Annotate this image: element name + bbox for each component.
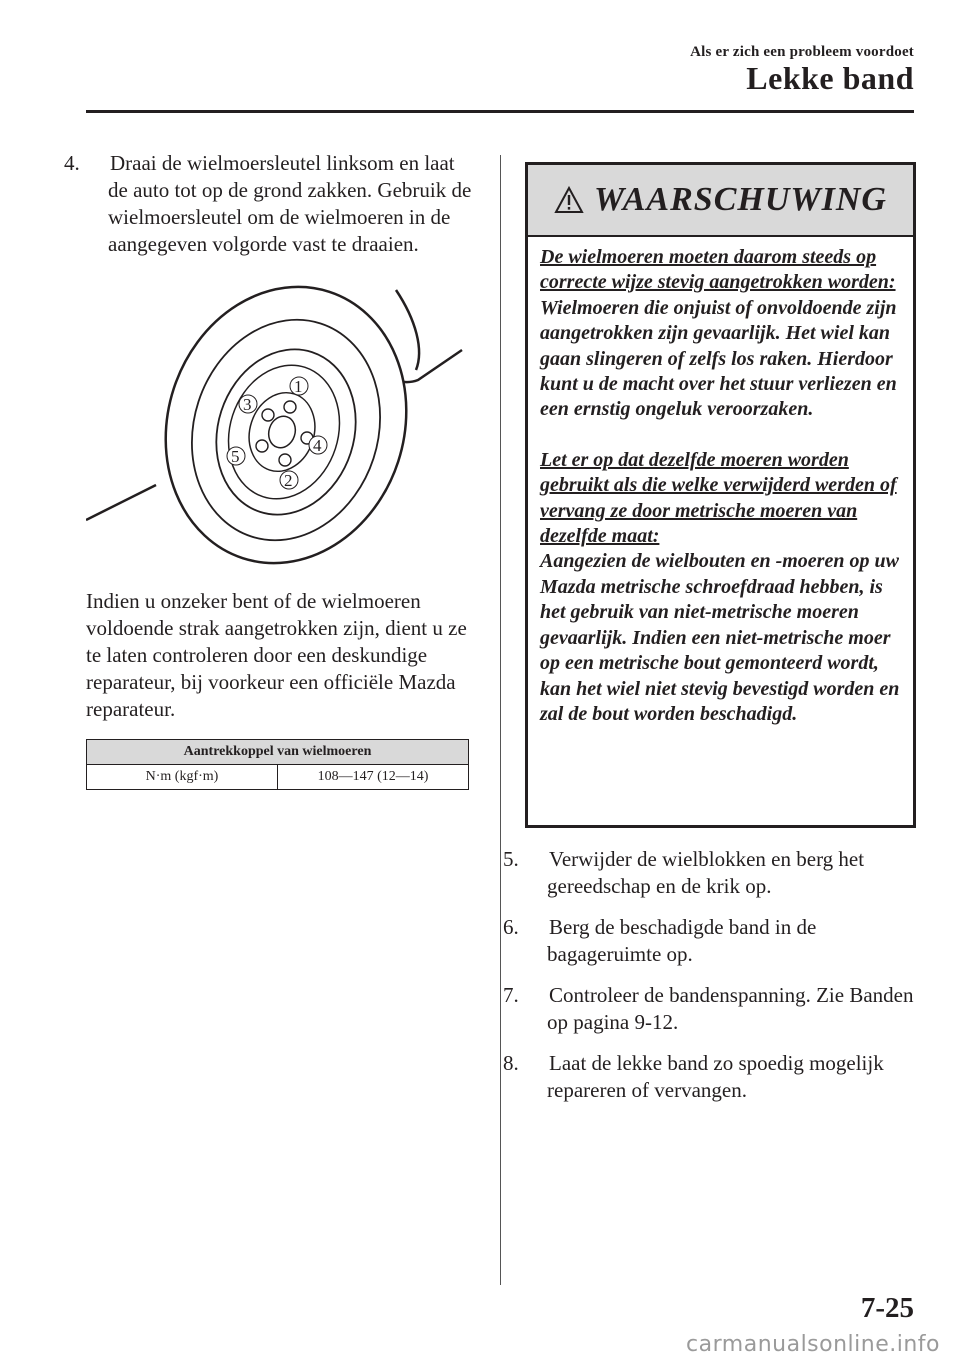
advice-paragraph: Indien u onzeker bent of de wielmoeren voldoende strak aangetrokken zijn, dient u ze te laten controleren door een deskundige reparateur, bij voorkeur een officiële Mazda reparateur.	[86, 589, 467, 721]
wheel-nut-order-illustration	[86, 280, 474, 570]
step-text: Draai de wielmoersleutel linksom en laat de auto tot op de grond zakken. Gebruik de wielmoersleutel om de wielmoeren in de aangegeven volgorde vast te draaien.	[108, 151, 472, 256]
torque-table	[86, 739, 469, 790]
section-title: Als er zich een probleem voordoet	[690, 44, 914, 60]
warning-header	[528, 165, 913, 237]
warning-heading-2: Let er op dat dezelfde moeren worden gebruikt als die welke verwijderd werden of vervang ze door metrische moeren van dezelfde maat:	[540, 448, 897, 548]
step-4	[64, 150, 474, 258]
step-text: Verwijder de wielblokken en berg het gereedschap en de krik op.	[547, 847, 865, 898]
step-number: 7.	[503, 983, 519, 1007]
warning-heading-1: De wielmoeren moeten daarom steeds op correcte wijze stevig aangetrokken worden:	[540, 246, 896, 294]
watermark: carmanualsonline.info	[686, 1332, 940, 1357]
step-text: Berg de beschadigde band in de bagageruimte op.	[547, 915, 817, 966]
step-number: 5.	[503, 847, 519, 871]
torque-unit: N·m (kgf·m)	[87, 765, 278, 790]
step-text: Laat de lekke band zo spoedig mogelijk repareren of vervangen.	[547, 1051, 884, 1102]
warning-title: WAARSCHUWING	[594, 181, 887, 218]
nut-label-1: 1	[294, 377, 303, 396]
nut-label-2: 2	[284, 471, 293, 490]
nut-label-4: 4	[313, 436, 322, 455]
warning-triangle-icon	[554, 186, 584, 214]
nut-label-3: 3	[243, 395, 252, 414]
page-title: Lekke band	[746, 60, 914, 96]
step-8	[503, 1050, 915, 1104]
header-divider	[86, 110, 914, 113]
right-column	[503, 846, 915, 1118]
step-5	[503, 846, 915, 900]
column-divider	[500, 155, 501, 1285]
left-column	[64, 150, 474, 790]
step-7	[503, 982, 915, 1036]
step-number: 4.	[64, 151, 80, 175]
warning-text-1: Wielmoeren die onjuist of onvoldoende zijn aangetrokken zijn gevaarlijk. Het wiel kan gaan slingeren of zelfs los raken. Hierdoor kunt u de macht over het stuur verliezen en een ernstig ongeluk veroorzaken.	[540, 296, 897, 421]
warning-text-2: Aangezien de wielbouten en -moeren op uw Mazda metrische schroefdraad hebben, is het gebruik van niet-metrische moeren gevaarlijk. Indien een niet-metrische moer op een metrische bout gemonteerd wordt, kan het wiel niet stevig bevestigd worden en zal de bout worden beschadigd.	[540, 550, 900, 725]
step-6	[503, 914, 915, 968]
step-number: 6.	[503, 915, 519, 939]
torque-table-header: Aantrekkoppel van wielmoeren	[87, 740, 469, 765]
warning-body	[528, 237, 913, 727]
table-row	[87, 765, 469, 790]
torque-value: 108—147 (12—14)	[278, 765, 469, 790]
page-number: 7-25	[860, 1292, 914, 1324]
wheel-illustration	[86, 280, 474, 570]
warning-box	[525, 162, 916, 828]
step-number: 8.	[503, 1051, 519, 1075]
nut-label-5: 5	[231, 447, 240, 466]
step-text: Controleer de bandenspanning. Zie Banden op pagina 9-12.	[547, 983, 914, 1034]
